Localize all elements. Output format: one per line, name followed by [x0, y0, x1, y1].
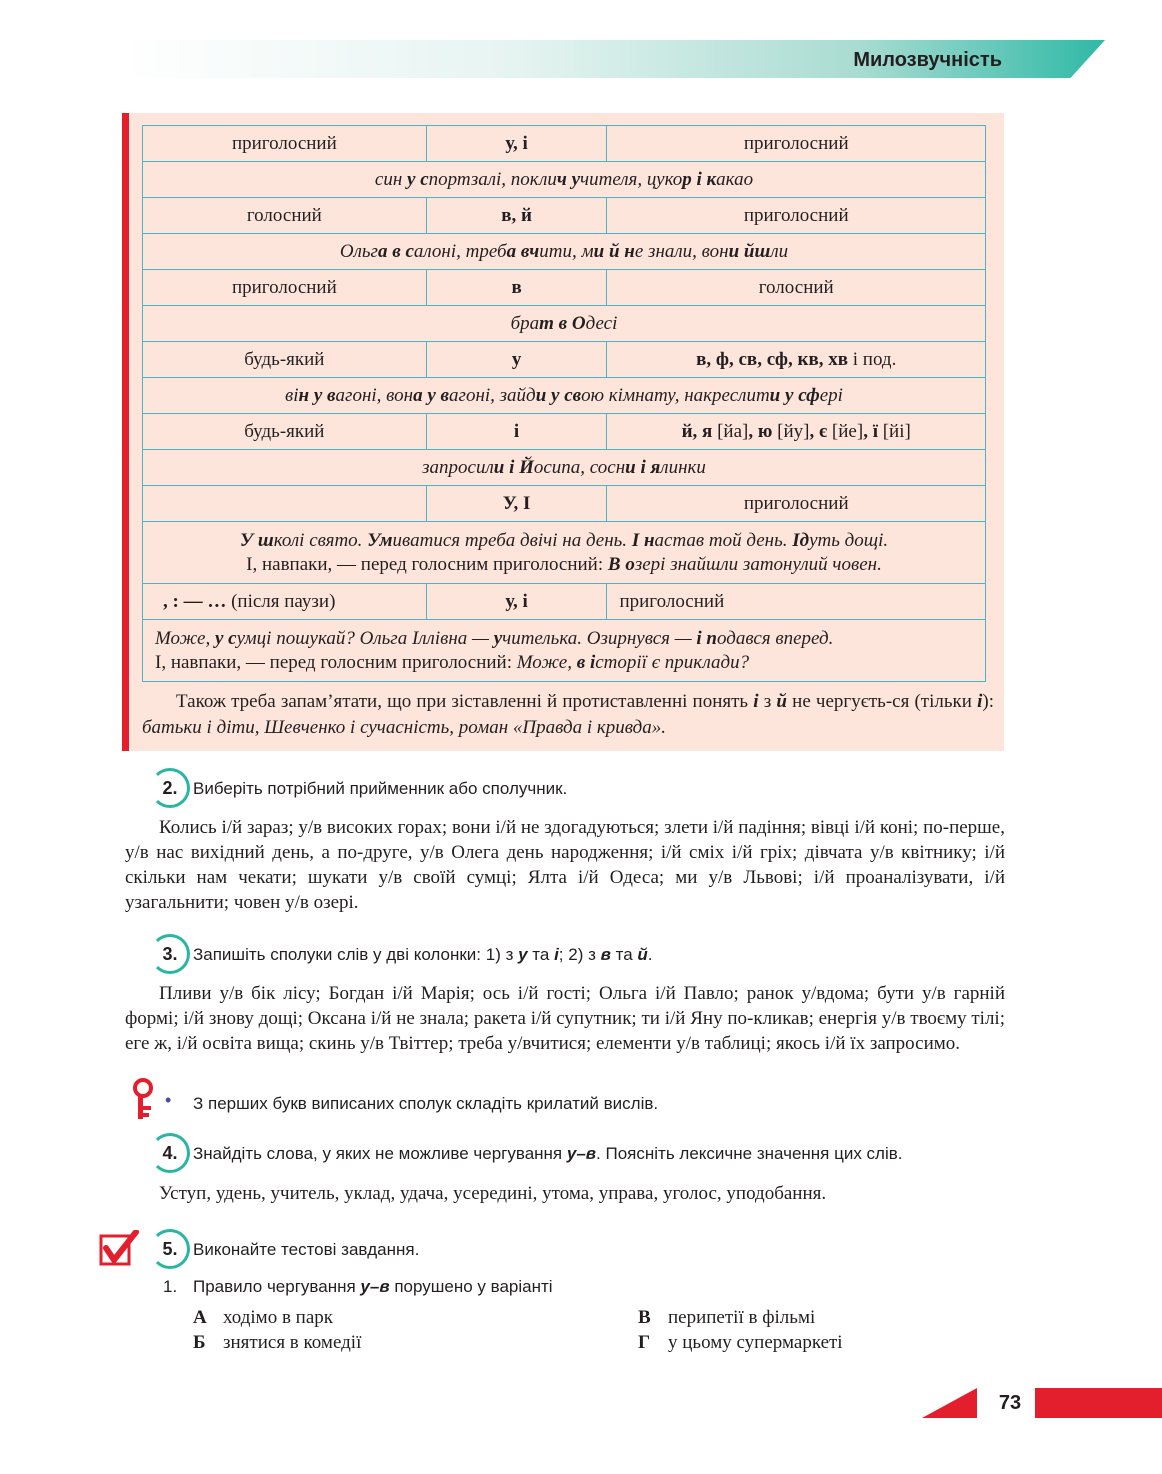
rule-cell-after: в, ф, св, сф, кв, хв і под.: [607, 342, 986, 378]
example-text: десі: [585, 312, 618, 334]
exercise-title: Запишіть сполуки слів у дві колонки: 1) з у та і; 2) з в та й.: [193, 945, 653, 964]
emphasis-text: у: [493, 627, 503, 649]
example-text: ою кімнату, накреслит: [581, 384, 770, 406]
rule-cell-before: будь-який: [143, 342, 427, 378]
example-text: портзалі, покли: [428, 168, 557, 190]
question-number: 1.: [163, 1277, 178, 1296]
emphasis-text: с: [405, 240, 414, 262]
page-number-bar: [1035, 1388, 1162, 1418]
example-cell: Може, у сумці пошукай? Ольга Іллівна — учителька. Озирнувся — і подався вперед. І, навпаки, — перед голосним приголосний: Може, в історії є приклади?: [143, 620, 986, 682]
emphasis-text: Ід: [792, 529, 810, 551]
rule-cell-letter: в, й: [426, 198, 607, 234]
example-row: [143, 378, 986, 414]
example-cell: [143, 162, 986, 198]
rule-cell-before: будь-який: [143, 414, 427, 450]
example-text: син: [374, 168, 407, 190]
emphasis-text: в: [327, 384, 336, 406]
example-text: ві: [285, 384, 299, 406]
exercise-number: 5.: [150, 1229, 190, 1269]
rule-cell-letter: У, І: [426, 486, 607, 522]
example-text: чителька. Озирнувся —: [502, 627, 697, 649]
rule-row: [143, 486, 986, 522]
emphasis-text: т: [539, 312, 559, 334]
emphasis-text: В о: [607, 553, 635, 575]
question-text: Правило чергування у–в порушено у варіанті: [193, 1277, 553, 1296]
emphasis-text: у: [313, 384, 328, 406]
emphasis-text: св: [564, 384, 582, 406]
example-text: ері: [819, 384, 843, 406]
emphasis-text: и: [493, 456, 510, 478]
example-text: астав той день.: [654, 529, 793, 551]
emphasis-text: у: [785, 384, 799, 406]
rule-cell-after: приголосний: [607, 486, 986, 522]
example-text: иватися треба двічі на день.: [392, 529, 632, 551]
exercise-body: Пливи у/в бік лісу; Богдан і/й Марія; ось і/й гості; Ольга і/й Павло; ранок у/вдома; бути у/в гарній формі; і/й знову дощі; Оксана і/й не знала; ракета і/й супутник; ти і/й Яну по-кликав; енергія у/в твоєму тілі; еге ж, і/й освіта вища; скинь у/в Твіттер; треба у/вчитися; елементи у/в таблиці; якось і/й їх запросимо.: [125, 983, 1005, 1054]
emphasis-text: в: [392, 240, 406, 262]
emphasis-text: і: [640, 456, 651, 478]
example-cell: [143, 234, 986, 270]
emphasis-text: у: [571, 168, 581, 190]
example-cell: [143, 378, 986, 414]
emphasis-text: й: [608, 240, 625, 262]
exercise-number: 4.: [150, 1133, 190, 1173]
emphasis-text: ч: [556, 168, 572, 190]
emphasis-text: к: [706, 168, 717, 190]
rule-cell-after: приголосний: [607, 584, 986, 620]
example-row: [143, 162, 986, 198]
example-text: осипа, сосн: [533, 456, 626, 478]
rule-cell-letter: в: [426, 270, 607, 306]
rule-cell-after: голосний: [607, 270, 986, 306]
example-text: линки: [660, 456, 706, 478]
answer-option[interactable]: Б знятися в комедії: [193, 1332, 362, 1353]
page-number: 73: [998, 1391, 1022, 1414]
page-title: Милозвучність: [853, 49, 1002, 71]
answer-option[interactable]: Г у цьому супермаркеті: [638, 1332, 843, 1353]
example-text: запросил: [422, 456, 494, 478]
emphasis-text: йш: [743, 240, 771, 262]
example-text: ли: [770, 240, 789, 262]
rule-cell-after: приголосний: [607, 126, 986, 162]
emphasis-text: а: [506, 240, 521, 262]
rule-cell-letter: у: [426, 342, 607, 378]
rule-cell-letter: і: [426, 414, 607, 450]
emphasis-text: я: [650, 456, 661, 478]
page-number-decoration: [922, 1388, 977, 1418]
emphasis-text: І н: [631, 529, 655, 551]
rule-cell-before: , : — … (після паузи): [143, 584, 427, 620]
emphasis-text: и: [535, 384, 552, 406]
emphasis-text: н: [298, 384, 314, 406]
example-text: колі свято.: [273, 529, 368, 551]
exercise-body: Колись і/й зараз; у/в високих горах; вони і/й не здогадуються; злети і/й падіння; вівці і/й коні; по-перше, у/в нас вихідний день, а по-друге, у/в Олега день народження; і/й сміх і/й гріх; дівчата у/в квітнику; і/й скільки нам чекати; шукати у/в своїй сумці; Ялта і/й Одеса; ми у/в Львові; і/й проаналізувати, і/й узагальнити; човен у/в озері.: [125, 817, 1005, 913]
emphasis-text: и: [728, 240, 744, 262]
rule-cell-before: приголосний: [143, 126, 427, 162]
bullet: •: [165, 1090, 172, 1110]
example-row: [143, 234, 986, 270]
rule-row: [143, 126, 986, 162]
rule-cell-before: [143, 486, 427, 522]
example-text: алоні, треб: [413, 240, 507, 262]
checkmark-icon: [98, 1230, 140, 1268]
example-text: сторії є приклади?: [595, 651, 750, 673]
exercise-title: Виконайте тестові завдання.: [193, 1240, 420, 1259]
exercise-title: Знайдіть слова, у яких не можливе чергування у–в. Поясніть лексичне значення цих слів.: [193, 1144, 903, 1163]
emphasis-text: і: [696, 168, 707, 190]
emphasis-text: і: [509, 456, 520, 478]
example-text: Може,: [155, 627, 215, 649]
exercise-title: Виберіть потрібний прийменник або сполучник.: [193, 779, 568, 798]
rule-row: [143, 270, 986, 306]
emphasis-text: а: [413, 384, 428, 406]
example-text: е знали, вон: [634, 240, 729, 262]
rule-row: [143, 584, 986, 620]
exercise-number: 2.: [150, 768, 190, 808]
emphasis-text: Й: [519, 456, 534, 478]
emphasis-text: и: [625, 456, 641, 478]
example-text: чителя, цуко: [580, 168, 683, 190]
example-row: [143, 306, 986, 342]
example-text: бра: [510, 312, 540, 334]
emphasis-text: и: [769, 384, 785, 406]
emphasis-text: у с: [214, 627, 237, 649]
example-text: Ольг: [339, 240, 378, 262]
example-text: агоні, зайд: [449, 384, 536, 406]
emphasis-text: у: [551, 384, 565, 406]
exercise-body: Уступ, удень, учитель, уклад, удача, усередині, утома, управа, уголос, уподобання.: [159, 1183, 827, 1204]
emphasis-text: а: [377, 240, 393, 262]
rule-cell-letter: у, і: [426, 584, 607, 620]
rule-note: Також треба запам’ятати, що при зіставленні й протиставленні понять і з й не чергуєть-ся (тільки і): батьки і діти, Шевченко і сучасність, роман «Правда і кривда».: [142, 691, 994, 738]
emphasis-text: О: [571, 312, 586, 334]
rule-cell-after: приголосний: [607, 198, 986, 234]
example-text: умці пошукай? Ольга Іллівна —: [236, 627, 494, 649]
example-text: ити, м: [539, 240, 594, 262]
example-cell: [143, 450, 986, 486]
rule-cell-after: й, я [йа], ю [йу], є [йе], ї [йі]: [607, 414, 986, 450]
answer-option[interactable]: А ходімо в парк: [193, 1307, 334, 1328]
rule-row: [143, 342, 986, 378]
emphasis-text: р: [682, 168, 697, 190]
emphasis-text: у: [407, 168, 421, 190]
example-text: зері знайшли затонулий човен.: [634, 553, 882, 575]
example-row: [143, 620, 986, 682]
emphasis-text: У: [239, 529, 258, 551]
emphasis-text: сф: [798, 384, 820, 406]
emphasis-text: ш: [257, 529, 274, 551]
example-text: агоні, вон: [335, 384, 414, 406]
example-row: [143, 450, 986, 486]
rule-cell-letter: у, і: [426, 126, 607, 162]
rule-row: [143, 414, 986, 450]
example-row: [143, 522, 986, 584]
emphasis-text: в: [440, 384, 450, 406]
exercise-subtask: З перших букв виписаних сполук складіть крилатий вислів.: [193, 1094, 659, 1113]
emphasis-text: с: [420, 168, 429, 190]
emphasis-text: в і: [576, 651, 596, 673]
rule-cell-before: голосний: [143, 198, 427, 234]
answer-option[interactable]: В перипетії в фільмі: [638, 1307, 816, 1328]
emphasis-text: в: [558, 312, 572, 334]
emphasis-text: і п: [696, 627, 717, 649]
rule-row: [143, 198, 986, 234]
rules-panel-accent-bar: [122, 113, 129, 751]
emphasis-text: вч: [520, 240, 540, 262]
example-cell: У школі свято. Умиватися треба двічі на день. І настав той день. Ідуть дощі. І, навпаки, — перед голосним приголосний: В озері знайшли затонулий човен.: [143, 522, 986, 584]
key-icon: [128, 1078, 158, 1122]
example-text: уть дощі.: [809, 529, 889, 551]
example-text: одався вперед.: [717, 627, 834, 649]
emphasis-text: у: [427, 384, 441, 406]
rules-table: [142, 125, 986, 682]
example-text: Може,: [516, 651, 577, 673]
emphasis-text: н: [624, 240, 635, 262]
example-cell: [143, 306, 986, 342]
emphasis-text: Ум: [367, 529, 393, 551]
rule-cell-before: приголосний: [143, 270, 427, 306]
exercise-number: 3.: [150, 934, 190, 974]
emphasis-text: и: [593, 240, 609, 262]
example-text: акао: [716, 168, 754, 190]
